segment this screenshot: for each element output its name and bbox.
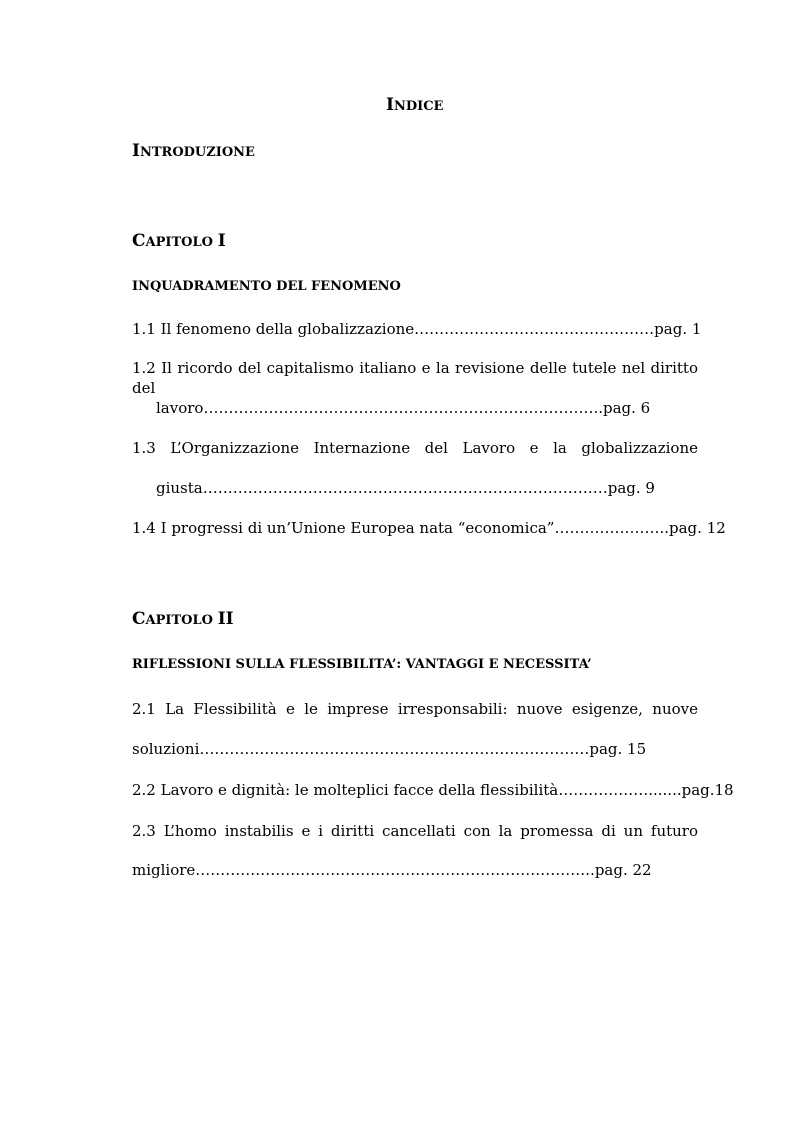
- toc-entry-1-1: 1.1 Il fenomeno della globalizzazione…………………………………………pag. 1: [132, 320, 702, 338]
- toc-entry-1-2-continuation: lavoro……………………………………………………………………..pag. 6: [156, 399, 651, 417]
- chapter-1-heading: CAPITOLO I: [132, 231, 226, 251]
- toc-entry-1-4: 1.4 I progressi di un’Unione Europea nata “economica”…………………..pag. 12: [132, 519, 726, 537]
- toc-entry-2-1: 2.1 La Flessibilità e le imprese irresponsabili: nuove esigenze, nuove: [132, 700, 698, 718]
- index-title: INDICE: [386, 95, 444, 115]
- toc-entry-2-3-continuation: migliore……………………………………………………………………..pag. 22: [132, 861, 652, 879]
- toc-entry-1-2: 1.2 Il ricordo del capitalismo italiano e la revisione delle tutele nel diritto del: [132, 359, 698, 397]
- toc-entry-1-3: 1.3 L’Organizzazione Internazione del Lavoro e la globalizzazione: [132, 439, 698, 457]
- toc-entry-2-2: 2.2 Lavoro e dignità: le molteplici facce della flessibilità……………….......pag.18: [132, 781, 734, 799]
- toc-entry-1-3-continuation: giusta………………………………………………………………………pag. 9: [156, 479, 655, 497]
- chapter-2-heading: CAPITOLO II: [132, 609, 234, 629]
- toc-entry-2-3: 2.3 L’homo instabilis e i diritti cancellati con la promessa di un futuro: [132, 822, 698, 840]
- chapter-2-subtitle: RIFLESSIONI SULLA FLESSIBILITA’: VANTAGGI E NECESSITA’: [132, 657, 592, 672]
- toc-entry-2-1-continuation: soluzioni……………………………………………………………………pag. 15: [132, 740, 647, 758]
- introduction-heading: INTRODUZIONE: [132, 141, 255, 161]
- chapter-1-subtitle: INQUADRAMENTO DEL FENOMENO: [132, 279, 401, 294]
